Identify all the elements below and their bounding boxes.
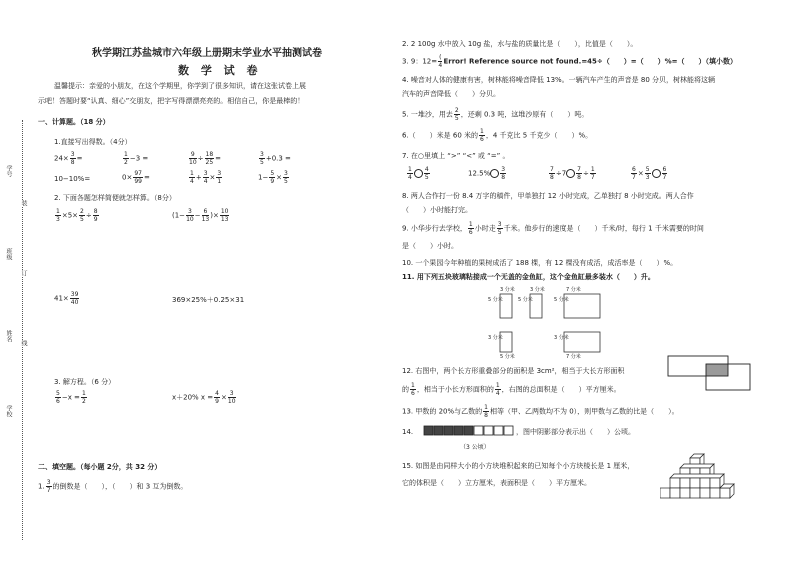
intro-line-2: 示吧！答题时要“认真、细心”交朋友，把字写得漂漂亮亮的。相信自己，你是最棒的！ <box>38 97 305 105</box>
intro-line-1: 温馨提示：亲爱的小朋友，在这个学期里，你学到了很多知识，请在这张试卷上展 <box>54 82 306 90</box>
dim-label-5: 5 分米 <box>518 297 533 303</box>
fill-q8-line-1: 8. 两人合作打一份 8.4 万字的稿件，甲单独打 12 小时完成，乙单独打 8 小时完成。两人合作 <box>402 192 694 200</box>
overlap-rectangles-figure <box>664 352 754 394</box>
fill-q12-line-1: 12. 右图中，两个长方形重叠部分的面积是 3cm²，相当于大长方形面积 <box>402 367 625 375</box>
q3-heading: 3. 解方程。（6 分） <box>54 378 116 386</box>
fill-q11: 11. 用下列五块玻璃粘接成一个无盖的金鱼缸，这个金鱼缸最多装水（ ）升。 <box>402 273 655 281</box>
fill-q4-line-2: 汽车的声音降低（ ）分贝。 <box>402 90 500 98</box>
panel-bottom <box>564 332 600 352</box>
fill-q10: 10. 一个果园今年种植的果树成活了 188 棵，有 12 棵没有成活，成活率是（ ）%。 <box>402 259 678 267</box>
fill-q14-text: ，图中阴影部分表示出（ ）公顷。 <box>516 428 635 436</box>
calc-row-1-item-2: $\frac{1}{2}$ −3 = <box>124 151 149 166</box>
equation-1: $\frac{5}{6}$ −x = $\frac{1}{2}$ <box>56 390 86 405</box>
fill-q4-line-1: 4. 噪音对人体的健康有害，树林能将噪音降低 13%。一辆汽车产生的声音是 80 分贝，树林能将这辆 <box>402 76 716 84</box>
overlap-area <box>706 364 728 376</box>
fill-q3: 3. 9：12= $\frac{(}{4}$ Error! Reference source not found.=45÷（ ）=（ ）%=（ ）（填小数） <box>402 54 738 69</box>
fill-q6: 6.（ ）米是 60 米的 $\frac{1}{6}$ ，4 千克比 5 千克少（ ）%。 <box>402 128 593 143</box>
dim-label-2: 3 分米 <box>530 287 545 293</box>
margin-label-student-no: 学号 <box>5 165 12 177</box>
fill-q12-line-2: 的 $\frac{1}{6}$ ，相当于小长方形面积的 $\frac{1}{4}$ ，右图的总面积是（ ）平方厘米。 <box>402 382 621 397</box>
compare-3: $\frac{7}{8}$ ÷7 $\frac{7}{8}$ ÷ $\frac{1}{7}$ <box>550 166 595 181</box>
calc-row-2-item-4: 1− $\frac{5}{9}$ × $\frac{3}{5}$ <box>258 170 288 185</box>
q1-heading: 1.直接写出得数。（4分） <box>54 138 132 146</box>
dim-label-1: 3 分米 <box>500 287 515 293</box>
compare-circle-3[interactable] <box>566 169 575 178</box>
panel-front <box>564 294 600 318</box>
simplify-3: 41× $\frac{39}{40}$ <box>54 291 79 306</box>
dim-label-10: 7 分米 <box>566 354 581 360</box>
fill-q13: 13. 甲数的 20%与乙数的 $\frac{1}{8}$ 相等（甲、乙两数均不为 0），则甲数与乙数的比是（ ）。 <box>402 404 679 419</box>
calc-row-2-item-2: 0× $\frac{97}{99}$ = <box>122 170 150 185</box>
fill-q8-line-2: （ ）小时能打完。 <box>402 206 472 214</box>
compare-4: $\frac{6}{7}$ × $\frac{5}{3}$ $\frac{6}{7}$ <box>632 166 667 181</box>
dim-label-6: 5 分米 <box>554 297 569 303</box>
exam-subtitle: 数 学 试 卷 <box>178 64 262 77</box>
fill-q9-line-1: 9. 小华步行去学校， $\frac{1}{6}$ 小时走 $\frac{3}{5}$ 千米。他步行的速度是（ ）千米/时，每行 1 千米需要的时间 <box>402 221 704 236</box>
q2-heading: 2. 下面各题怎样简便就怎样算。（8分） <box>54 194 176 202</box>
dim-label-9: 5 分米 <box>500 354 515 360</box>
fill-q15-line-1: 15. 如图是由同样大小的小方块堆积起来的已知每个小方块棱长是 1 厘米， <box>402 462 635 470</box>
calc-row-2-item-3: $\frac{1}{4}$ + $\frac{3}{4}$ × $\frac{3}{1}$ <box>190 170 222 185</box>
section-2-heading: 二、填空题。（每小题 2分，共 32 分） <box>38 463 162 471</box>
binding-line <box>22 120 23 540</box>
strip-caption: （3 公顷） <box>460 444 490 451</box>
dim-label-3: 7 分米 <box>566 287 581 293</box>
compare-circle-2[interactable] <box>490 169 499 178</box>
shaded-strip-figure <box>422 424 518 437</box>
fill-q15-line-2: 它的体积是（ ）立方厘米，表面积是（ ）平方厘米。 <box>402 479 591 487</box>
fill-q5: 5. 一堆沙，用去 $\frac{2}{5}$ ，还剩 0.3 吨，这堆沙原有（ ）吨。 <box>402 107 589 122</box>
glass-panels-figure <box>486 286 616 362</box>
calc-row-1-item-4: $\frac{3}{5}$ +0.3 = <box>260 151 291 166</box>
fill-q9-line-2: 是（ ）小时。 <box>402 242 458 250</box>
margin-label-school: 学校 <box>5 405 12 417</box>
section-1-heading: 一、计算题。（18 分） <box>38 118 110 126</box>
compare-1: $\frac{1}{4}$ $\frac{4}{5}$ <box>408 166 429 181</box>
compare-circle-1[interactable] <box>414 169 423 178</box>
exam-title: 秋学期江苏盐城市六年级上册期末学业水平抽测试卷 <box>92 48 322 59</box>
dim-label-4: 5 分米 <box>488 297 503 303</box>
compare-circle-4[interactable] <box>652 169 661 178</box>
fill-q2: 2. 2 100g 水中放入 10g 盐，水与盐的质量比是（ ），比值是（ ）。 <box>402 40 638 48</box>
simplify-4: 369×25%＋0.25×31 <box>172 296 245 304</box>
simplify-2: (1− $\frac{3}{10}$ − $\frac{6}{13}$ )× $\frac{10}{13}$ <box>172 208 229 223</box>
dim-label-8: 3 分米 <box>554 335 569 341</box>
equation-2: x＋20% x = $\frac{4}{9}$ × $\frac{3}{10}$ <box>172 390 236 405</box>
fill-q14-number: 14. <box>402 428 414 436</box>
cut-mark-2: 订 <box>20 270 27 276</box>
fill-q7: 7. 在○里填上 “>” “<” 或 “=” 。 <box>402 152 510 160</box>
cut-mark-1: 装 <box>20 200 27 206</box>
margin-label-name: 姓名 <box>5 330 12 342</box>
cut-mark-3: 线 <box>20 340 27 346</box>
compare-2: 12.5% $\frac{3}{8}$ <box>468 166 506 181</box>
margin-label-class: 班级 <box>5 248 12 260</box>
calc-row-1-item-3: $\frac{9}{10}$ ÷ $\frac{18}{25}$ = <box>189 151 222 166</box>
fill-q1: 1. $\frac{3}{7}$ 的倒数是（ ），（ ）和 3 互为倒数。 <box>38 479 188 494</box>
calc-row-2-item-1: 10−10%= <box>54 175 91 183</box>
dim-label-7: 3 分米 <box>488 335 503 341</box>
calc-row-1-item-1: 24× $\frac{3}{8}$ = <box>54 151 83 166</box>
simplify-1: $\frac{1}{3}$ ×5× $\frac{2}{5}$ ÷ $\frac{8}{9}$ <box>56 208 98 223</box>
cube-stack-figure <box>660 452 742 510</box>
